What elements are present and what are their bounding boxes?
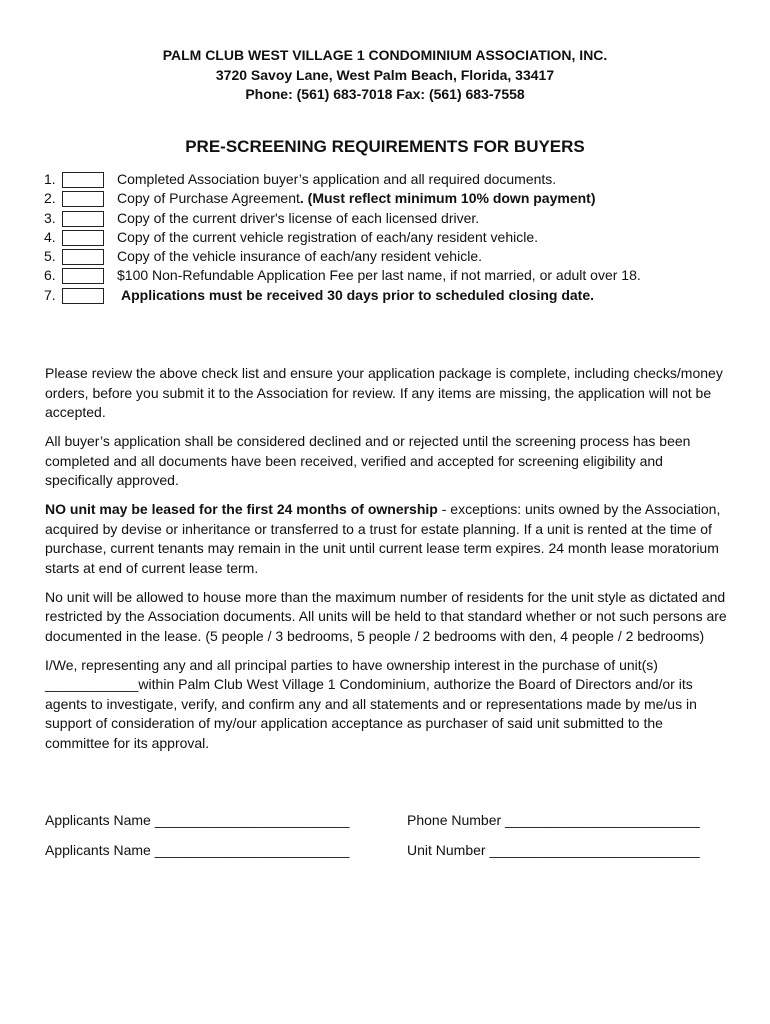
applicant-name-field-1[interactable]: Applicants Name _________________________ [45,812,350,828]
checklist-item [44,189,744,208]
paragraph-review: Please review the above check list and ensure your application package is complete, including checks/money orders, before you submit it to the Association for review. If any items are missing, the application will not be accepted. [45,365,723,420]
checkbox[interactable] [62,268,104,284]
item-number: 6. [44,267,56,284]
item-text: $100 Non-Refundable Application Fee per last name, if not married, or adult over 18. [117,267,641,284]
checkbox[interactable] [62,288,104,304]
letterhead [0,46,770,105]
checkbox[interactable] [62,191,104,207]
checklist-item [44,286,744,305]
item-text: Applications must be received 30 days prior to scheduled closing date. [121,286,595,303]
org-address: 3720 Savoy Lane, West Palm Beach, Florida, 33417 [215,66,555,83]
item-emphasis: . (Must reflect minimum 10% down payment) [299,190,596,207]
item-number: 2. [44,190,56,207]
item-number: 7. [44,286,56,303]
applicant-name-field-2[interactable]: Applicants Name _________________________ [45,842,350,858]
checklist-item [44,228,744,247]
checkbox[interactable] [62,230,104,246]
page-title: PRE-SCREENING REQUIREMENTS FOR BUYERS [185,137,585,156]
item-number: 4. [44,228,56,245]
requirements-checklist [44,170,744,305]
item-number: 1. [44,171,56,187]
checkbox[interactable] [62,211,104,227]
item-number: 5. [44,248,56,265]
paragraph-occupancy: No unit will be allowed to house more than the maximum number of residents for the unit style as dictated and restricted by the Association documents. All units will be held to that standard whether or not such persons are documented in the lease. (5 people / 3 bedrooms, 5 people / 2 bedrooms with den, 4 people / 2 bedrooms) [45,588,727,644]
checkbox[interactable] [62,249,104,265]
checklist-item [44,247,744,266]
leasing-emphasis: NO unit may be leased for the first 24 months of ownership [45,501,438,517]
item-text: Copy of the current driver's license of each licensed driver. [117,209,480,226]
paragraph-declined: All buyer’s application shall be considered declined and or rejected until the screening process has been completed and all documents have been received, verified and accepted for screening eligibility and specifically approved. [45,433,691,488]
phone-number-field[interactable]: Phone Number _________________________ [407,812,700,828]
paragraph-authorization: I/We, representing any and all principal parties to have ownership interest in the purchase of unit(s) ____________within Palm Club West Village 1 Condominium, authorize the Board of Directors and/or its agents to investigate, verify, and confirm any and all statements and or representations made by me/us in support of consideration of my/our application acceptance as purchaser of said unit submitted to the committee for its approval. [45,656,697,751]
org-phone-fax: Phone: (561) 683-7018 Fax: (561) 683-7558 [245,86,525,102]
policy-text [45,364,730,763]
item-number: 3. [44,209,56,226]
item-text: Copy of the current vehicle registration of each/any resident vehicle. [117,228,539,245]
checklist-item [44,209,744,228]
checklist-item [44,266,744,285]
checklist-item [44,170,744,189]
item-text: Copy of the vehicle insurance of each/any resident vehicle. [117,248,482,265]
unit-number-field[interactable]: Unit Number ___________________________ [407,842,700,858]
item-text: Completed Association buyer’s application and all required documents. [117,171,557,187]
org-name: PALM CLUB WEST VILLAGE 1 CONDOMINIUM ASSOCIATION, INC. [162,47,608,63]
paragraph-leasing: NO unit may be leased for the first 24 months of ownership - exceptions: units owned by the Association, acquired by devise or inheritance or transferred to a trust for estate planning. If a unit is rented at the time of purchase, current tenants may remain in the unit until current lease term expires. 24 month lease moratorium starts at end of current lease term. [45,501,721,576]
item-text: Copy of Purchase Agreement. (Must reflect minimum 10% down payment) [117,190,596,207]
checkbox[interactable] [62,172,104,188]
